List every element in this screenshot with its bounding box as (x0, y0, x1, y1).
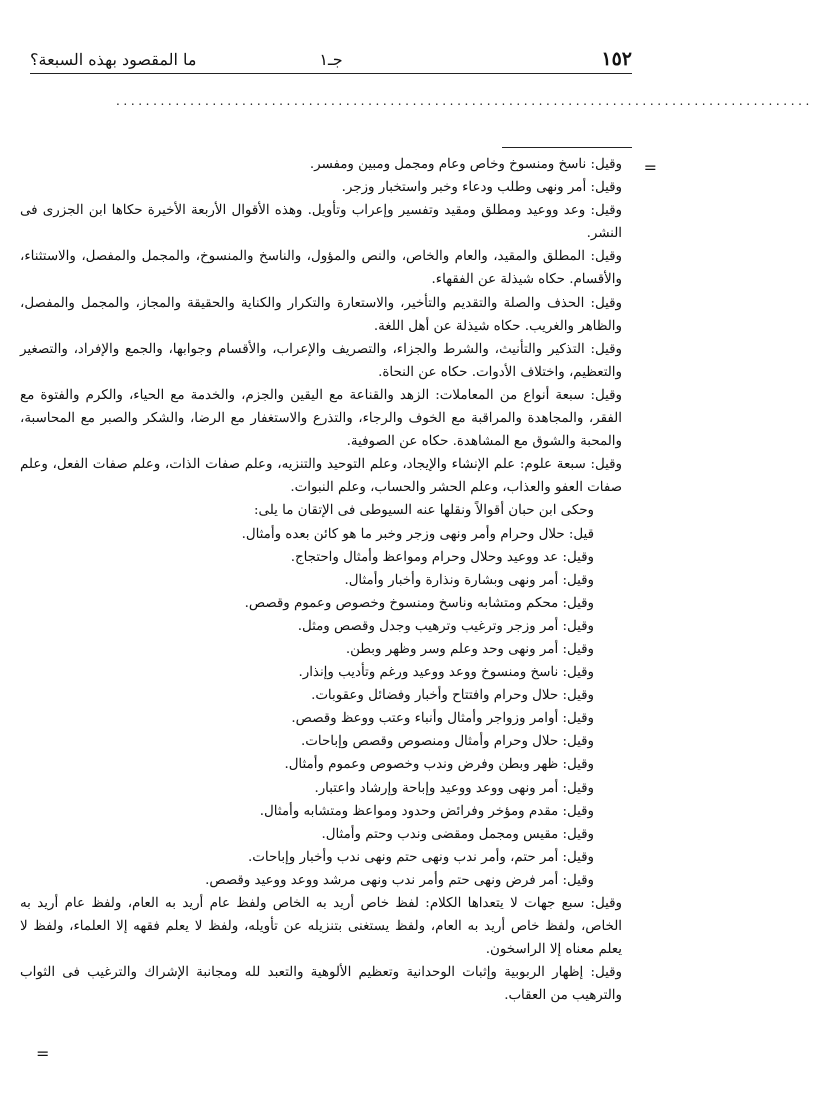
paragraph-text: إظهار الربوبية وإثبات الوحدانية وتعظيم الألوهية والتعبد لله ومجانبة الإشراك والترغيب فى الثواب والترهيب من العقاب. (20, 965, 622, 1004)
paragraph-label: وقيل: (562, 734, 594, 750)
paragraph-label: وقيل: (562, 618, 594, 634)
footnote-paragraph (20, 961, 622, 1007)
paragraph-text: المطلق والمقيد، والعام والخاص، والنص والمؤول، والناسخ والمنسوخ، والمجمل والمفصل، والاستثناء، والأقسام. حكاه شيذلة عن الفقهاء. (20, 249, 622, 288)
paragraph-label: وقيل: (562, 595, 594, 611)
paragraph-text: ظهر وبطن وفرض وندب وخصوص وعموم وأمثال. (284, 757, 563, 773)
paragraph-text: سبع جهات لا يتعداها الكلام: لفظ خاص أريد به الخاص ولفظ عام أريد به العام، ولفظ عام أريد به الخاص، ولفظ خاص أريد به العام، ولفظ يستغنى بتنزيله عن تأويله، ولفظ لا يعلم فقهه إلا العلماء، ولفظ لا يعلم معناه إلا الراسخون. (20, 896, 622, 958)
footnote-body (20, 153, 622, 1007)
footnote-paragraph (20, 638, 622, 661)
dotted-separator: .............................................................................................. (116, 94, 813, 108)
paragraph-text: مقيس ومجمل ومقضى وندب وحتم وأمثال. (321, 826, 563, 842)
paragraph-text: أمر وزجر وترغيب وترهيب وجدل وقصص ومثل. (297, 618, 563, 634)
footnote-paragraph (20, 684, 622, 707)
paragraph-label: وقيل: (562, 826, 594, 842)
paragraph-text: أمر ونهى وحد وعلم وسر وظهر وبطن. (345, 641, 563, 657)
paragraph-label: وقيل: (590, 203, 622, 219)
paragraph-text: أمر ونهى وطلب ودعاء وخبر واستخبار وزجر. (341, 180, 591, 196)
paragraph-text: حلال وحرام وأمثال ومنصوص وقصص وإباحات. (301, 734, 563, 750)
running-header (30, 38, 632, 74)
paragraph-label: قيل: (568, 526, 594, 542)
footnote-paragraph (20, 800, 622, 823)
paragraph-text: سبعة علوم: علم الإنشاء والإيجاد، وعلم التوحيد والتنزيه، وعلم صفات الذات، وعلم صفات الفعل، وعلم صفات العفو والعذاب، وعلم الحشر والحساب، وعلم النبوات. (20, 457, 622, 496)
paragraph-text: محكم ومتشابه وناسخ ومنسوخ وخصوص وعموم وقصص. (244, 595, 563, 611)
footnote-paragraph (20, 569, 622, 592)
footnote-paragraph (20, 846, 622, 869)
footnote-paragraph (20, 592, 622, 615)
paragraph-label: وقيل: (590, 157, 622, 172)
footnote-paragraph (20, 292, 622, 338)
paragraph-label: وقيل: (562, 665, 594, 681)
paragraph-label: وقيل: (562, 872, 594, 888)
paragraph-label: وقيل: (562, 803, 594, 819)
running-title: ما المقصود بهذه السبعة؟ (30, 50, 197, 69)
footnote-paragraph (20, 753, 622, 776)
footnote-paragraph (20, 338, 622, 384)
footnote-paragraph (20, 777, 622, 800)
paragraph-label: وقيل: (590, 387, 622, 403)
paragraph-text: أمر فرض ونهى حتم وأمر ندب ونهى مرشد ووعد ووعيد وقصص. (205, 872, 563, 888)
continuation-mark-top: = (643, 158, 657, 177)
footnote-paragraph (20, 453, 622, 499)
paragraph-text: أوامر وزواجر وأمثال وأنباء وعتب ووعظ وقصص. (291, 711, 563, 727)
paragraph-label: وقيل: (562, 549, 594, 565)
footnote-paragraph (20, 892, 622, 961)
paragraph-text: أمر حتم، وأمر ندب ونهى حتم ونهى ندب وأخبار وإباحات. (248, 849, 563, 865)
paragraph-label: وقيل: (590, 295, 622, 311)
paragraph-label: وقيل: (590, 896, 622, 911)
footnote-paragraph (20, 523, 622, 546)
paragraph-text: أمر ونهى وبشارة ونذارة وأخبار وأمثال. (344, 572, 563, 588)
paragraph-text: وعد ووعيد ومطلق ومقيد وتفسير وإعراب وتأويل. وهذه الأقوال الأربعة الأخيرة حكاها ابن الجزرى فى النشر. (20, 203, 622, 242)
footnote-paragraph (20, 869, 622, 892)
paragraph-label: وقيل: (562, 688, 594, 704)
footnote-paragraph (20, 153, 622, 176)
footnote-paragraph (20, 499, 622, 522)
paragraph-text: ناسخ ومنسوخ ووعد ووعيد ورغم وتأديب وإنذار. (298, 665, 563, 681)
footnote-paragraph (20, 546, 622, 569)
continuation-mark-bottom: = (36, 1044, 50, 1063)
footnote-paragraph (20, 661, 622, 684)
paragraph-label: وقيل: (590, 341, 622, 357)
footnote-paragraph (20, 823, 622, 846)
footnote-paragraph (20, 615, 622, 638)
page-number: ١٥٢ (601, 48, 632, 70)
paragraph-text: وحكى ابن حبان أقوالاً ونقلها عنه السيوطى فى الإتقان ما يلى: (254, 503, 594, 519)
footnote-paragraph (20, 176, 622, 199)
paragraph-label: وقيل: (590, 457, 622, 473)
paragraph-label: وقيل: (562, 780, 594, 796)
paragraph-text: التذكير والتأنيث، والشرط والجزاء، والتصريف والإعراب، والأقسام وجوابها، والجمع والإفراد، والتصغير والتعظيم، واختلاف الأدوات. حكاه عن النحاة. (20, 341, 622, 380)
paragraph-label: وقيل: (590, 249, 622, 265)
paragraph-label: وقيل: (590, 180, 622, 196)
footnote-paragraph (20, 730, 622, 753)
paragraph-label: وقيل: (562, 711, 594, 727)
paragraph-text: حلال وحرام وافتتاح وأخبار وفضائل وعقوبات. (311, 688, 563, 704)
footnote-paragraph (20, 707, 622, 730)
paragraph-label: وقيل: (562, 757, 594, 773)
header-rule (30, 73, 632, 74)
paragraph-label: وقيل: (562, 849, 594, 865)
paragraph-text: عد ووعيد وحلال وحرام ومواعظ وأمثال واحتجاج. (290, 549, 563, 565)
paragraph-label: وقيل: (590, 965, 622, 981)
paragraph-label: وقيل: (562, 641, 594, 657)
footnote-paragraph (20, 199, 622, 245)
paragraph-label: وقيل: (562, 572, 594, 588)
paragraph-text: أمر ونهى ووعد ووعيد وإباحة وإرشاد واعتبار. (314, 780, 563, 796)
footnote-paragraph (20, 384, 622, 453)
footnote-rule (502, 147, 632, 148)
volume-label: جـ١ (319, 50, 343, 69)
paragraph-text: الحذف والصلة والتقديم والتأخير، والاستعارة والتكرار والكناية والحقيقة والمجاز، والمجمل والمفصل، والظاهر والغريب. حكاه شيذلة عن أهل اللغة. (20, 295, 622, 334)
paragraph-text: حلال وحرام وأمر ونهى وزجر وخبر ما هو كائن بعده وأمثال. (241, 526, 569, 542)
paragraph-text: ناسخ ومنسوخ وخاص وعام ومجمل ومبين ومفسر. (309, 157, 591, 172)
paragraph-text: سبعة أنواع من المعاملات: الزهد والقناعة مع اليقين والجزم، والخدمة مع الحياء، والكرم والفتوة مع الفقر، والمجاهدة والمراقبة مع الخوف والرجاء، والتذرع والاستغفار مع الرضا، والشكر والصبر مع المحاسبة، والمحبة والشوق مع المشاهدة. حكاه عن الصوفية. (20, 387, 622, 450)
footnote-paragraph (20, 245, 622, 291)
paragraph-text: مقدم ومؤخر وفرائض وحدود ومواعظ ومتشابه وأمثال. (259, 803, 563, 819)
